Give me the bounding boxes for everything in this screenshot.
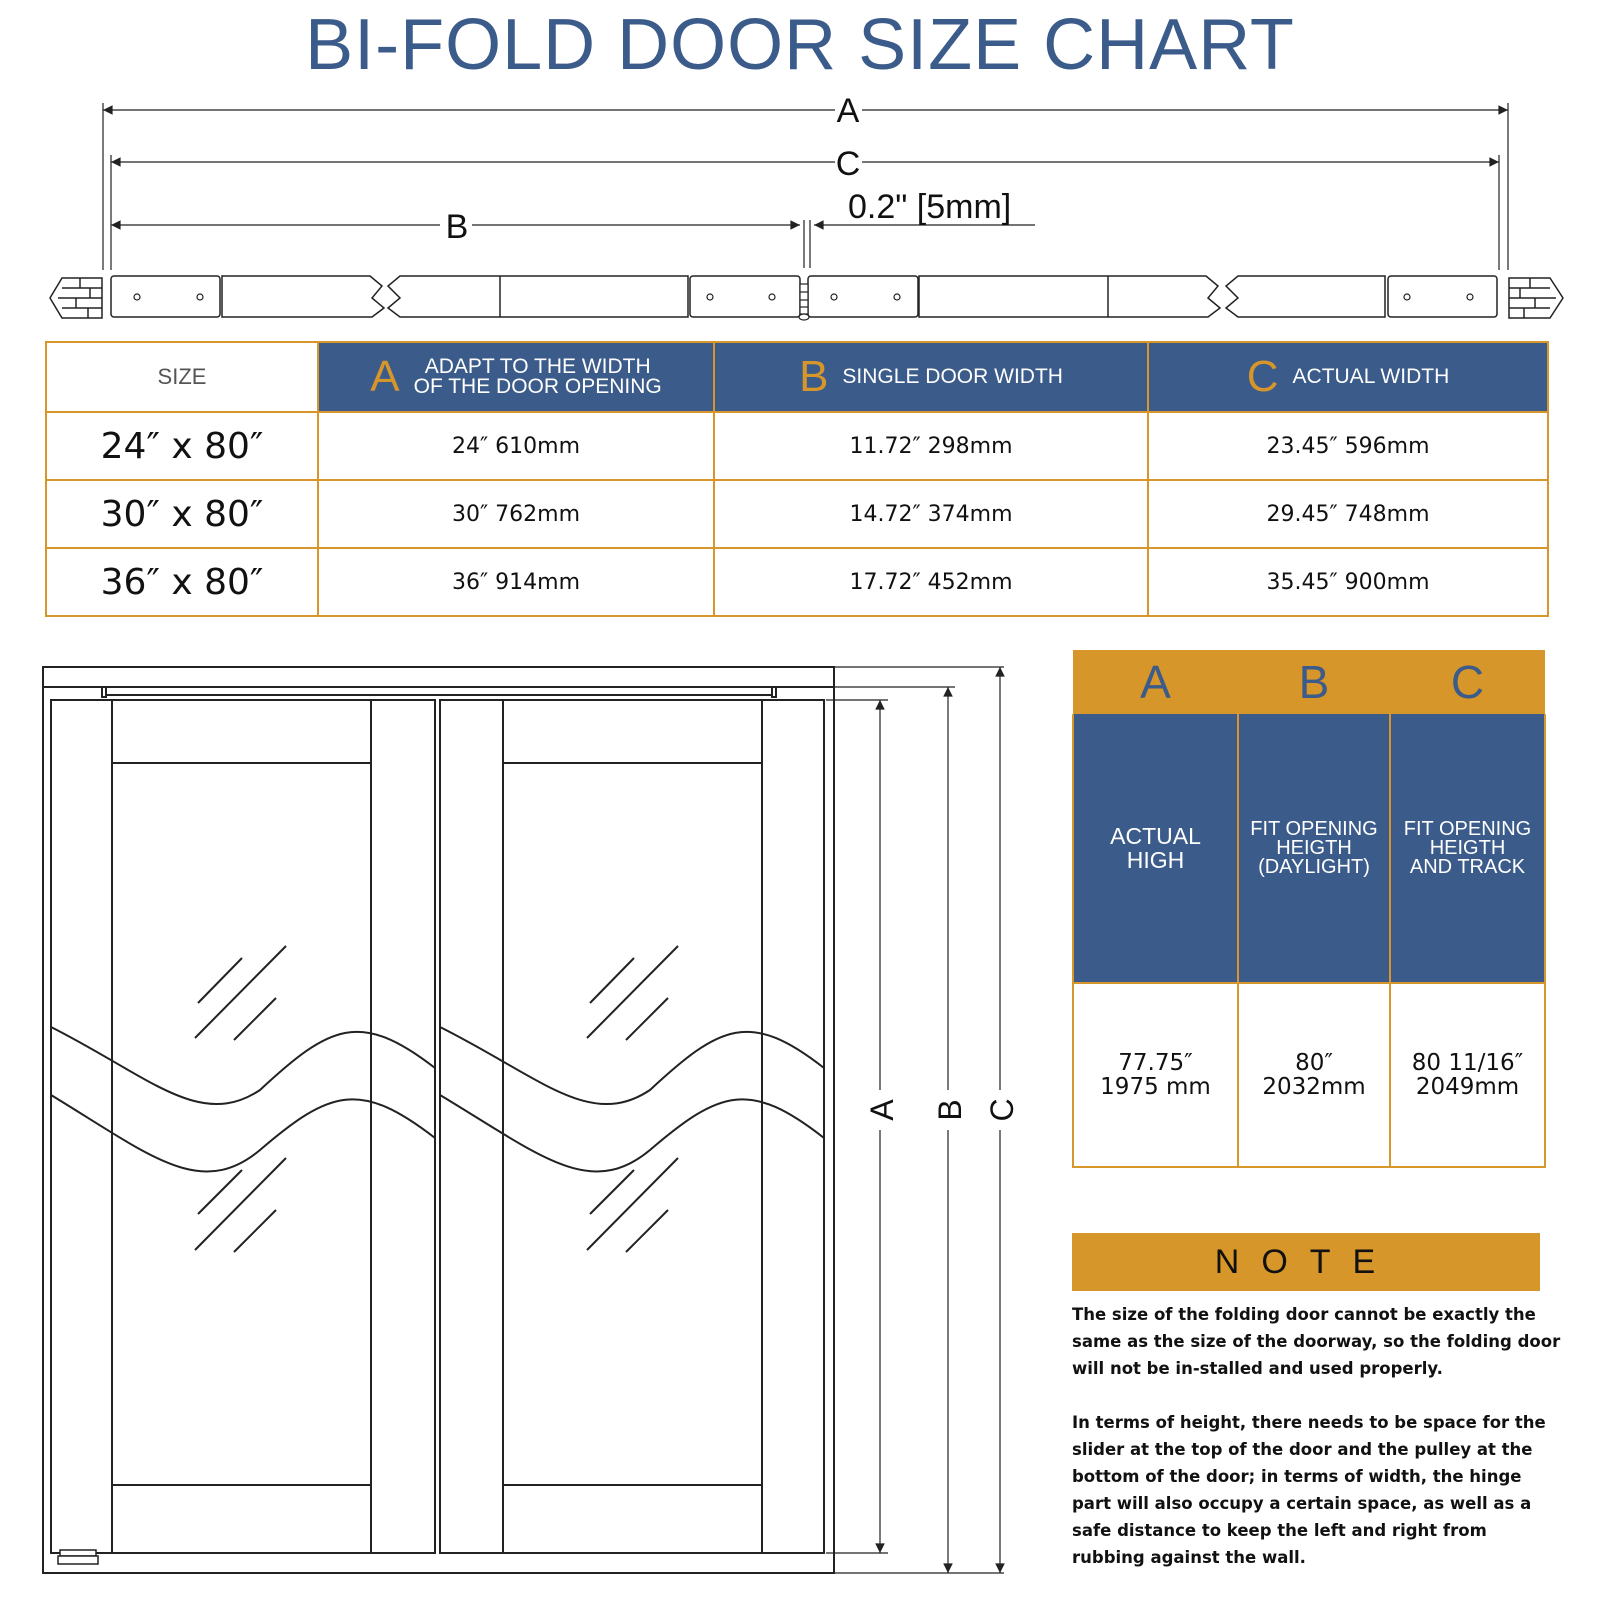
top-label-b: B <box>445 208 469 246</box>
top-label-a: A <box>836 92 860 130</box>
note-paragraph-2: In terms of height, there needs to be space for the slider at the top of the door and the pulley at the bottom of the door; in terms of width, the hinge part will also occupy a certain space, as well as a safe distance to keep the left and right from rubbing against the wall. <box>1072 1413 1546 1567</box>
gap-label: 0.2" [5mm] <box>848 188 1012 226</box>
c-value: 35.45″ 900mm <box>1148 548 1548 616</box>
width-table-header <box>46 342 1548 412</box>
side-label-a: A <box>864 1099 900 1121</box>
size-cell: 30″ x 80″ <box>46 480 318 548</box>
height-col-c-desc <box>1390 714 1545 983</box>
c-value: 29.45″ 748mm <box>1148 480 1548 548</box>
height-col-c-value <box>1390 983 1545 1167</box>
col-b-label: SINGLE DOOR WIDTH <box>842 365 1063 388</box>
col-c-letter: C <box>1246 352 1279 401</box>
col-a-line1: ADAPT TO THE WIDTH <box>424 355 651 378</box>
door-elevation-diagram <box>0 650 1060 1600</box>
col-a-line2: OF THE DOOR OPENING <box>413 375 662 398</box>
desc-line: HEIGTH <box>1429 836 1506 859</box>
table-row <box>46 480 1548 548</box>
height-col-a-letter: A <box>1073 650 1238 714</box>
size-cell: 36″ x 80″ <box>46 548 318 616</box>
col-c-header <box>1148 342 1548 412</box>
a-value: 30″ 762mm <box>318 480 714 548</box>
desc-line: (DAYLIGHT) <box>1258 855 1370 878</box>
height-extension-lines <box>826 667 1004 1573</box>
page-title: BI-FOLD DOOR SIZE CHART <box>305 5 1295 85</box>
desc-line: HEIGTH <box>1276 836 1352 859</box>
height-value-row <box>1073 983 1545 1167</box>
c-value: 23.45″ 596mm <box>1148 412 1548 480</box>
col-a-header <box>318 342 714 412</box>
value-line: 80″ <box>1295 1050 1333 1076</box>
table-row <box>46 548 1548 616</box>
side-label-c: C <box>984 1098 1020 1122</box>
top-plan-diagram <box>0 0 1600 330</box>
a-value: 24″ 610mm <box>318 412 714 480</box>
desc-line: FIT OPENING <box>1403 817 1532 840</box>
note-paragraph-1: The size of the folding door cannot be exactly the same as the size of the doorway, so the folding door will not be in-stalled and used properly. <box>1072 1305 1561 1378</box>
desc-line: FIT OPENING <box>1250 817 1378 840</box>
b-value: 11.72″ 298mm <box>714 412 1148 480</box>
table-row <box>46 412 1548 480</box>
desc-line: HIGH <box>1126 847 1185 873</box>
bottom-pulley-icon <box>58 1550 98 1564</box>
top-label-c: C <box>835 145 861 183</box>
width-size-table <box>45 341 1549 617</box>
col-b-header <box>714 342 1148 412</box>
value-line: 1975 mm <box>1100 1074 1211 1100</box>
value-line: 2049mm <box>1415 1074 1520 1100</box>
a-value: 36″ 914mm <box>318 548 714 616</box>
b-value: 14.72″ 374mm <box>714 480 1148 548</box>
desc-line: ACTUAL <box>1110 823 1201 849</box>
height-col-b-letter: B <box>1238 650 1390 714</box>
value-line: 77.75″ <box>1118 1050 1193 1076</box>
height-col-b-value <box>1238 983 1390 1167</box>
size-header: SIZE <box>46 342 318 412</box>
height-size-table <box>1072 650 1546 1168</box>
height-desc-row <box>1073 714 1545 983</box>
size-cell: 24″ x 80″ <box>46 412 318 480</box>
right-wall-icon <box>1509 278 1563 318</box>
left-door-panel <box>51 700 435 1553</box>
height-col-a-desc <box>1073 714 1238 983</box>
right-door-panel <box>440 700 824 1553</box>
height-col-a-value <box>1073 983 1238 1167</box>
height-letter-row <box>1073 650 1545 714</box>
value-line: 2032mm <box>1262 1074 1366 1100</box>
col-b-letter: B <box>799 352 829 401</box>
desc-line: AND TRACK <box>1409 855 1526 878</box>
note-header: NOTE <box>1072 1233 1540 1291</box>
left-wall-icon <box>50 278 102 318</box>
col-c-label: ACTUAL WIDTH <box>1292 365 1450 388</box>
height-col-b-desc <box>1238 714 1390 983</box>
col-a-letter: A <box>370 352 400 401</box>
value-line: 80 11/16″ <box>1411 1050 1524 1076</box>
side-label-b: B <box>932 1099 968 1121</box>
height-col-c-letter: C <box>1390 650 1545 714</box>
b-value: 17.72″ 452mm <box>714 548 1148 616</box>
center-hinge-icon <box>799 284 809 320</box>
